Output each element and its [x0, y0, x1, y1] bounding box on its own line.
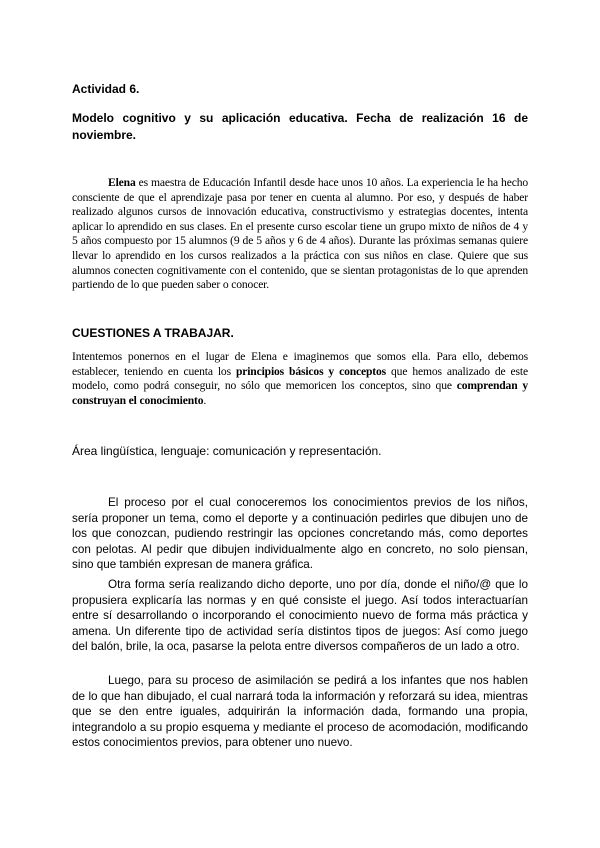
body-paragraph-2: Otra forma sería realizando dicho deporte, uno por día, donde el niño/@ que lo propusiera explicaría las normas y en qué consiste el juego. Así todos interactuarían entre sí desarrollando o incorporando el conocimiento nuevo de forma más práctica y amena. Un diferente tipo de actividad sería distintos tipos de juegos: Así como juego del balón, brile, la oca, pasarse la pelota entre diversos compañeros de un lado a otro. [72, 578, 528, 654]
questions-bold-1: principios básicos y conceptos [235, 364, 387, 378]
intro-name: Elena [108, 176, 136, 189]
body-paragraph-3: Luego, para su proceso de asimilación se pedirá a los infantes que nos hablen de lo que han dibujado, el cual narrará toda la información y reforzará su idea, mientras que se den entre iguales, adquirirán la información dada, formando una propia, integrandolo a su propio esquema y mediante el proceso de acomodación, modificando estos conocimientos previos, para obtener uno nuevo. [72, 674, 528, 750]
questions-text-2: que hemos analizado de este modelo, como podrá conseguir, no sólo que memoricen los conceptos, sino que [72, 364, 528, 393]
intro-text: es maestra de Educación Infantil desde hace unos 10 años. La experiencia le ha hecho consciente de que el aprendizaje pasa por tener en cuenta al alumno. Por eso, y después de haber realizado algunos cursos de innovación educativa, constructivismo y estrategias docentes, intenta aplicar lo aprendido en sus clases. En el presente curso escolar tiene un grupo mixto de niños de 4 y 5 años compuesto por 15 alumnos (9 de 5 años y 6 de 4 años). Durante las próximas semanas quiere llevar lo aprendido en los cursos realizados a la práctica con sus niños en clase. Quiere que sus alumnos conecten cognitivamente con el contenido, que se sientan protagonistas de lo que aprenden partiendo de lo que pueden saber o conocer. [72, 176, 528, 292]
questions-paragraph [72, 350, 528, 408]
questions-heading: CUESTIONES A TRABAJAR. [72, 326, 234, 340]
model-heading: Modelo cognitivo y su aplicación educativa. Fecha de realización 16 de noviembre. [72, 111, 528, 142]
area-heading: Área lingüística, lenguaje: comunicación y representación. [72, 444, 382, 458]
questions-bold-2: comprendan y construyan el conocimiento [72, 379, 528, 407]
intro-paragraph [72, 176, 528, 293]
questions-text-1: Intentemos ponernos en el lugar de Elena e imaginemos que somos ella. Para ello, debemos establecer, teniendo en cuenta los [72, 350, 528, 378]
activity-title: Actividad 6. [72, 82, 140, 96]
body-paragraph-1: El proceso por el cual conoceremos los conocimientos previos de los niños, sería proponer un tema, como el deporte y a continuación pedirles que dibujen uno de los que conozcan, pudiendo restringir las opciones concretando más, como deportes con pelotas. Al pedir que dibujen individualmente algo en concreto, no solo piensan, sino que también expresan de manera gráfica. [72, 496, 528, 572]
questions-text-3: . [203, 393, 207, 407]
